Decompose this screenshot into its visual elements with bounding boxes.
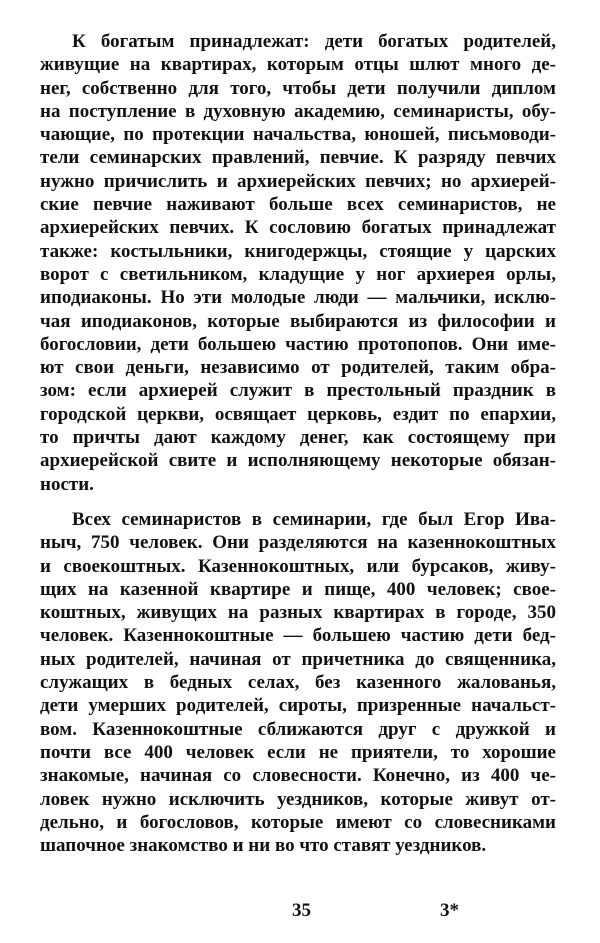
page-footer (40, 900, 556, 924)
text-line: городской церкви, освящает церковь, ездит по епархии, (40, 403, 556, 425)
text-line: дети умерших родителей, сироты, призренные начальст- (40, 695, 556, 717)
text-line: ности. (40, 473, 94, 495)
text-line: чая иподиаконов, которые выбираются из философии и (40, 310, 556, 332)
text-line: коштных, живущих на разных квартирах в городе, 350 (40, 602, 556, 624)
text-line: вом. Казеннокоштные сближаются друг с дружкой и (40, 718, 556, 740)
text-line: то причты дают каждому денег, как состоящему при (40, 427, 556, 449)
text-line: богословии, дети большею частию протопопов. Они име- (40, 333, 556, 355)
paragraph-gap (40, 496, 556, 508)
text-line: человек. Казеннокоштные — большею частию дети бед- (40, 625, 556, 647)
text-line: знакомые, начиная со словесности. Конечно, из 400 че- (40, 765, 556, 787)
text-line: ворот с светильником, кладущие у ног архиерея орлы, (40, 263, 556, 285)
text-line: также: костыльники, книгодержцы, стоящие у царских (40, 240, 556, 262)
text-line: ловек нужно исключить уездников, которые живут от- (40, 788, 556, 810)
text-line: дельно, и богословов, которые имеют со словесниками (40, 811, 556, 833)
text-line: почти все 400 человек если не приятели, то хорошие (40, 741, 556, 763)
text-line: шапочное знакомство и ни во что ставят уездников. (40, 835, 487, 857)
text-line: Всех семинаристов в семинарии, где был Егор Ива- (72, 508, 556, 530)
text-line: зом: если архиерей служит в престольный праздник в (40, 380, 556, 402)
text-line: тели семинарских правлений, певчие. К разряду певчих (40, 147, 556, 169)
text-line: иподиаконы. Но эти молодые люди — мальчики, исклю- (40, 287, 556, 309)
text-line: архиерейской свите и исполняющему некоторые обязан- (40, 450, 556, 472)
signature-mark: 3* (440, 900, 459, 921)
paragraph (40, 30, 556, 496)
text-line: архиерейских певчих. К сословию богатых принадлежат (40, 217, 556, 239)
text-line: ныч, 750 человек. Они разделяются на казеннокоштных (40, 532, 556, 554)
page-number: 35 (292, 900, 311, 921)
paragraph (40, 508, 556, 857)
text-line: и своекоштных. Казеннокоштных, или бурсаков, живу- (40, 555, 556, 577)
text-line: ские певчие наживают больше всех семинаристов, не (40, 194, 556, 216)
text-line: нег, собственно для того, чтобы дети получили диплом (40, 77, 556, 99)
text-line: К богатым принадлежат: дети богатых родителей, (72, 31, 556, 52)
text-line: на поступление в духовную академию, семинаристы, обу- (40, 100, 556, 122)
page-text (40, 30, 556, 900)
text-line: ных родителей, начиная от причетника до священника, (40, 648, 556, 670)
text-line: нужно причислить и архиерейских певчих; но архиерей- (40, 170, 556, 192)
text-line: ют свои деньги, независимо от родителей, таким обра- (40, 357, 556, 379)
text-line: живущие на квартирах, которым отцы шлют много де- (40, 54, 556, 76)
text-line: служащих в бедных селах, без казенного жалованья, (40, 672, 556, 694)
text-line: чающие, по протекции начальства, юношей, письмоводи- (40, 124, 556, 146)
text-line: щих на казенной квартире и пище, 400 человек; свое- (40, 578, 556, 600)
